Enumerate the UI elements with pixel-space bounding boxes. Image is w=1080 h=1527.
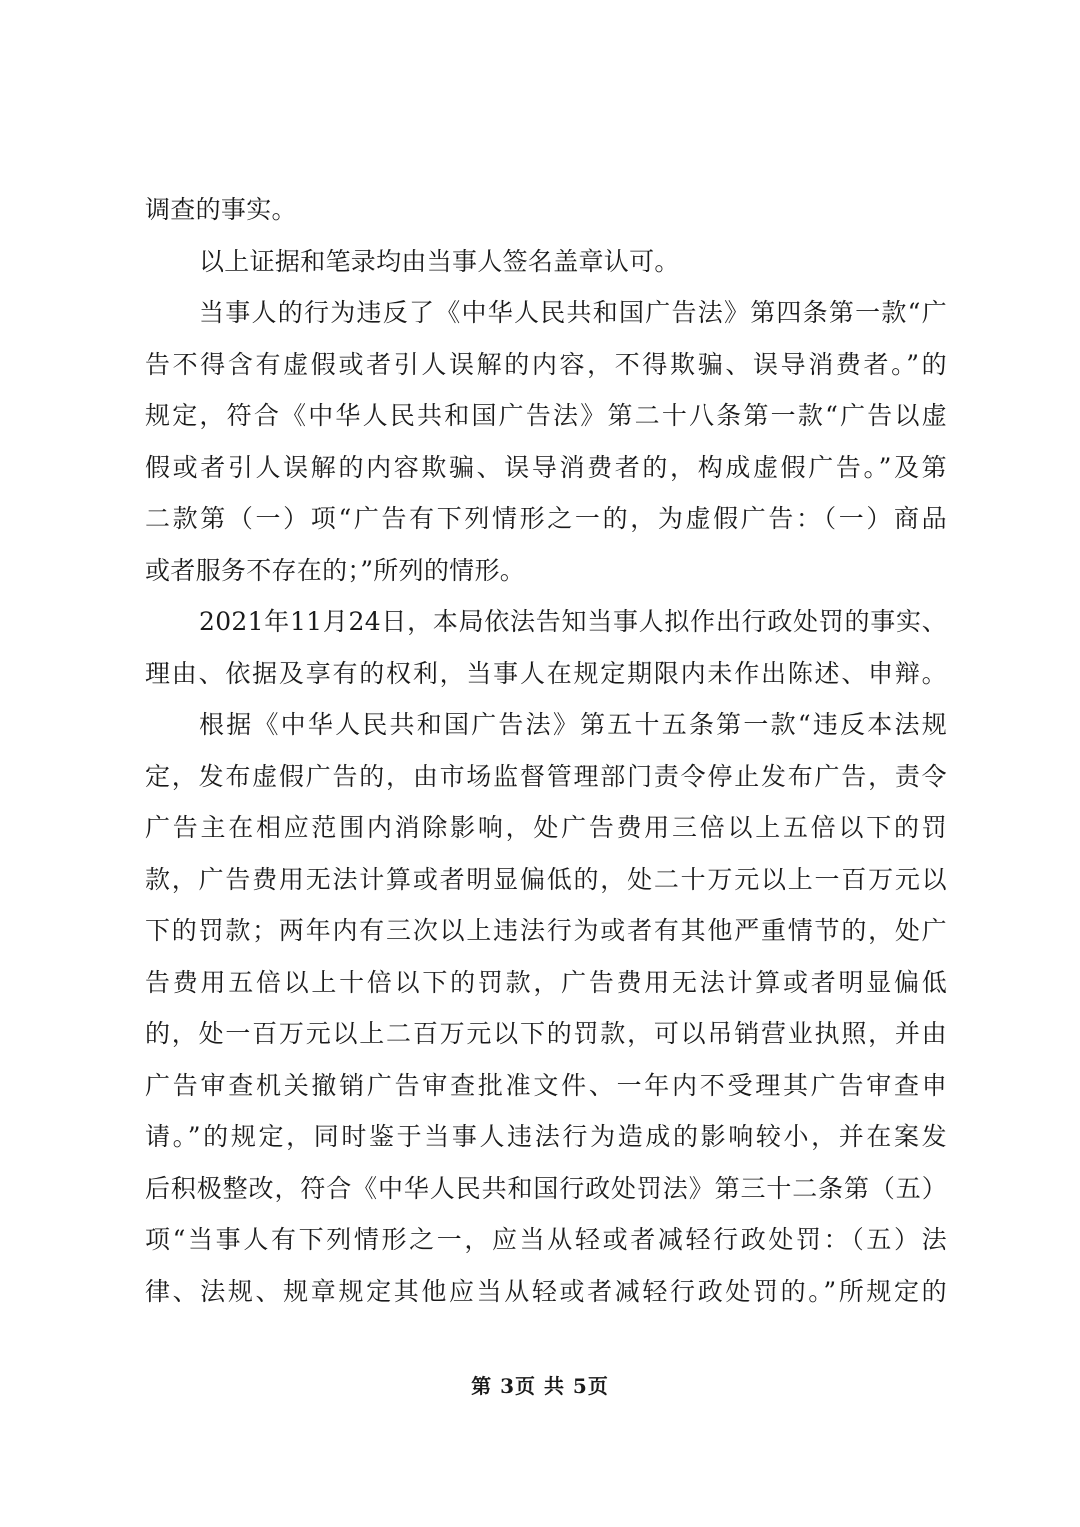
text-line: 理由、依据及享有的权利，当事人在规定期限内未作出陈述、申辩。 [145,658,947,688]
text-line: 或者服务不存在的；”所列的情形。 [145,555,526,585]
document-body [145,184,947,1317]
text-line: 假或者引人误解的内容欺骗、误导消费者的，构成虚假广告。”及第 [145,452,947,482]
text-line: 规定，符合《中华人民共和国广告法》第二十八条第一款“广告以虚 [145,401,947,430]
text-line: 当事人的行为违反了《中华人民共和国广告法》第四条第一款“广 [199,298,947,327]
text-line: 请。”的规定，同时鉴于当事人违法行为造成的影响较小，并在案发 [145,1122,947,1151]
text-line: 告不得含有虚假或者引人误解的内容，不得欺骗、误导消费者。”的 [145,349,947,379]
text-line: 根据《中华人民共和国广告法》第五十五条第一款“违反本法规 [199,710,947,739]
text-line: 后积极整改，符合《中华人民共和国行政处罚法》第三十二条第（五） [145,1173,947,1203]
text-line: 律、法规、规章规定其他应当从轻或者减轻行政处罚的。”所规定的 [145,1276,947,1306]
text-line: 的，处一百万元以上二百万元以下的罚款，可以吊销营业执照，并由 [145,1019,947,1048]
text-line: 项“当事人有下列情形之一，应当从轻或者减轻行政处罚：（五）法 [145,1225,947,1254]
text-line: 款，广告费用无法计算或者明显偏低的，处二十万元以上一百万元以 [145,864,947,894]
text-line: 调查的事实。 [145,195,297,224]
text-line: 以上证据和笔录均由当事人签名盖章认可。 [199,246,680,276]
text-line: 告费用五倍以上十倍以下的罚款，广告费用无法计算或者明显偏低 [145,967,947,997]
text-line: 定，发布虚假广告的，由市场监督管理部门责令停止发布广告，责令 [145,761,947,791]
text-line: 二款第（一）项“广告有下列情形之一的，为虚假广告：（一）商品 [145,504,947,533]
page-number-footer: 第 3页 共 5页 [471,1374,609,1398]
text-line: 2021年11月24日，本局依法告知当事人拟作出行政处罚的事实、 [199,607,947,636]
text-line: 广告主在相应范围内消除影响，处广告费用三倍以上五倍以下的罚 [145,813,947,842]
text-line: 广告审查机关撤销广告审查批准文件、一年内不受理其广告审查申 [145,1070,947,1100]
text-line: 下的罚款；两年内有三次以上违法行为或者有其他严重情节的，处广 [145,916,947,945]
